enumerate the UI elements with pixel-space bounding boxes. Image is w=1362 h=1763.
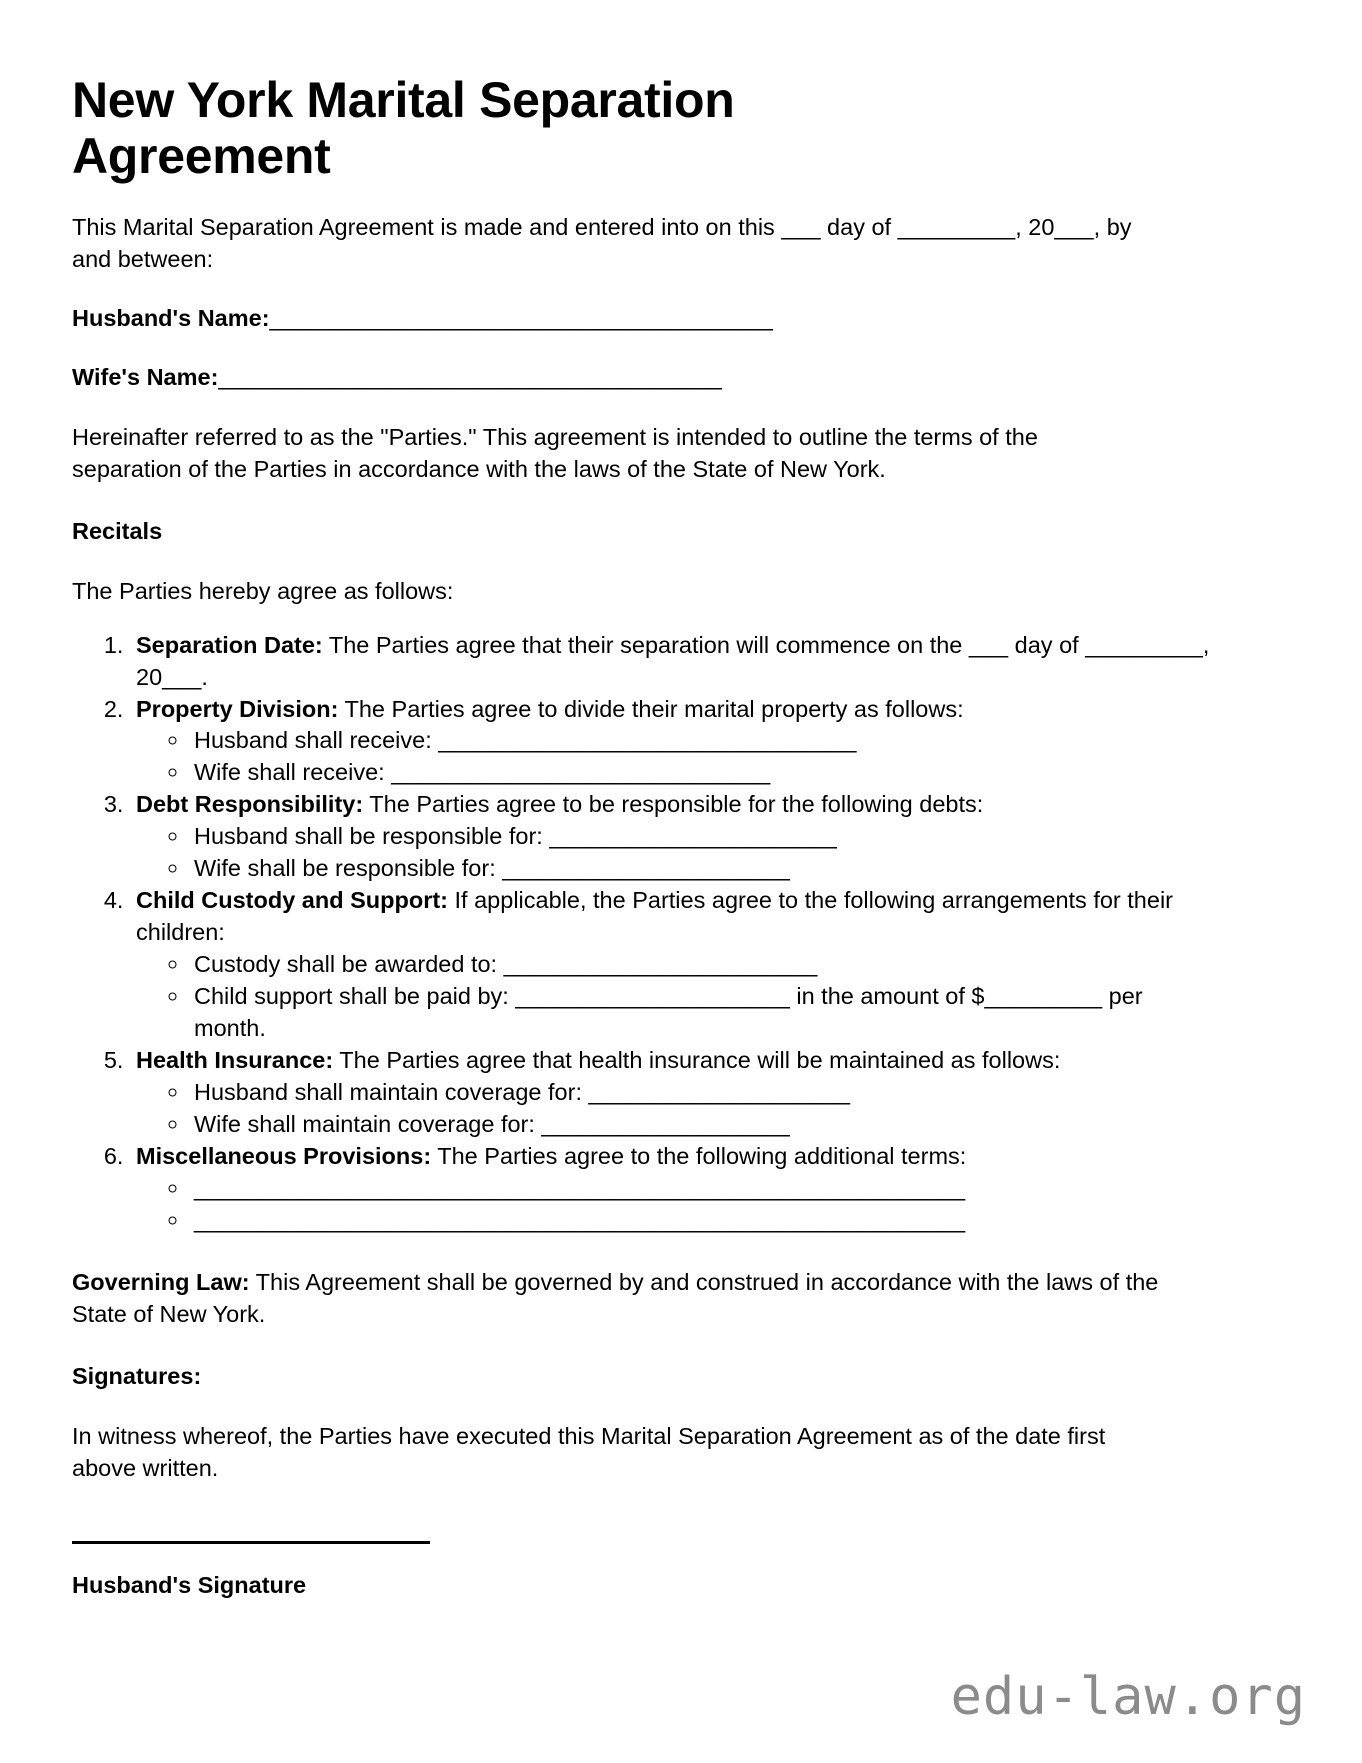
- governing-law-text: This Agreement shall be governed by and construed in accordance with the laws of the State of New York.: [72, 1268, 1159, 1327]
- clause-item: [130, 694, 1220, 790]
- husband-name-label: Husband's Name:: [72, 304, 270, 331]
- clause-item: [130, 1045, 1220, 1141]
- hereinafter-paragraph: Hereinafter referred to as the "Parties." This agreement is intended to outline the terms of the separation of the Parties in accordance with the laws of the State of New York.: [72, 423, 1038, 482]
- clause-text: [136, 791, 983, 817]
- clause-item: [130, 1141, 1220, 1237]
- husband-signature-label: Husband's Signature: [72, 1571, 307, 1598]
- governing-law-label: Governing Law:: [72, 1268, 250, 1295]
- clause-subitem[interactable]: ◦ Husband shall receive: ________________________________: [190, 725, 1220, 757]
- husband-signature-line[interactable]: [72, 1541, 430, 1544]
- witness-paragraph: In witness whereof, the Parties have executed this Marital Separation Agreement as of the date first above written.: [72, 1422, 1106, 1481]
- signatures-heading: Signatures:: [72, 1362, 202, 1389]
- clause-body: The Parties agree to the following additional terms:: [431, 1142, 967, 1169]
- clause-subitem[interactable]: ◦ ___________________________________________________________: [190, 1173, 1220, 1205]
- clause-body: The Parties agree to be responsible for the following debts:: [363, 791, 984, 818]
- clause-subitem[interactable]: ◦ Husband shall be responsible for: ______________________: [190, 821, 1220, 853]
- husband-name-blank[interactable]: ________________________________________: [269, 304, 773, 331]
- clause-text: [136, 632, 1209, 690]
- clause-subitem-list: [136, 821, 1220, 885]
- clause-item: [130, 789, 1220, 885]
- wife-name-label: Wife's Name:: [72, 363, 219, 390]
- husband-name-field: [72, 303, 1288, 335]
- clause-text: [136, 1143, 966, 1169]
- clause-subitem[interactable]: ◦ Husband shall maintain coverage for: ____________________: [190, 1077, 1220, 1109]
- clause-subitem[interactable]: ◦ Child support shall be paid by: _____________________ in the amount of $_________ per month.: [190, 981, 1220, 1045]
- clause-item: [130, 885, 1220, 1045]
- clause-term: Miscellaneous Provisions:: [136, 1142, 432, 1169]
- clause-term: Child Custody and Support:: [136, 887, 448, 914]
- clause-text: [136, 887, 1173, 945]
- clause-subitem-list: [136, 1077, 1220, 1141]
- clause-body: The Parties agree to divide their marital property as follows:: [338, 695, 964, 722]
- clause-subitem-list: [136, 725, 1220, 789]
- clause-term: Health Insurance:: [136, 1047, 334, 1074]
- clause-body: The Parties agree that health insurance will be maintained as follows:: [333, 1047, 1061, 1074]
- clause-term: Separation Date:: [136, 631, 323, 658]
- clause-text: [136, 1047, 1060, 1073]
- intro-paragraph: This Marital Separation Agreement is made and entered into on this ___ day of _________, 20___, by and between:: [72, 214, 1132, 272]
- clause-subitem[interactable]: ◦ ___________________________________________________________: [190, 1205, 1220, 1237]
- page-title: New York Marital Separation Agreement: [72, 72, 735, 184]
- clause-subitem[interactable]: ◦ Wife shall be responsible for: ______________________: [190, 853, 1220, 885]
- clause-body: If applicable, the Parties agree to the following arrangements for their children:: [136, 887, 1173, 946]
- clause-text: [136, 696, 964, 722]
- clause-subitem-list: [136, 1173, 1220, 1237]
- clause-subitem[interactable]: ◦ Wife shall receive: _____________________________: [190, 757, 1220, 789]
- agree-intro-paragraph: The Parties hereby agree as follows:: [72, 577, 454, 604]
- recitals-heading: Recitals: [72, 517, 163, 544]
- clause-body: The Parties agree that their separation will commence on the ___ day of _________, 20___.: [136, 631, 1210, 690]
- site-watermark: edu-law.org: [950, 1667, 1306, 1727]
- wife-name-blank[interactable]: ________________________________________: [218, 363, 722, 390]
- clause-list: [72, 630, 1220, 1237]
- clause-subitem[interactable]: ◦ Custody shall be awarded to: ________________________: [190, 949, 1220, 981]
- governing-law-paragraph: [72, 1267, 1162, 1331]
- clause-term: Debt Responsibility:: [136, 791, 364, 818]
- clause-item: [130, 630, 1220, 694]
- clause-term: Property Division:: [136, 695, 339, 722]
- clause-subitem[interactable]: ◦ Wife shall maintain coverage for: ___________________: [190, 1109, 1220, 1141]
- wife-name-field: [72, 362, 1288, 394]
- clause-subitem-list: [136, 949, 1220, 1045]
